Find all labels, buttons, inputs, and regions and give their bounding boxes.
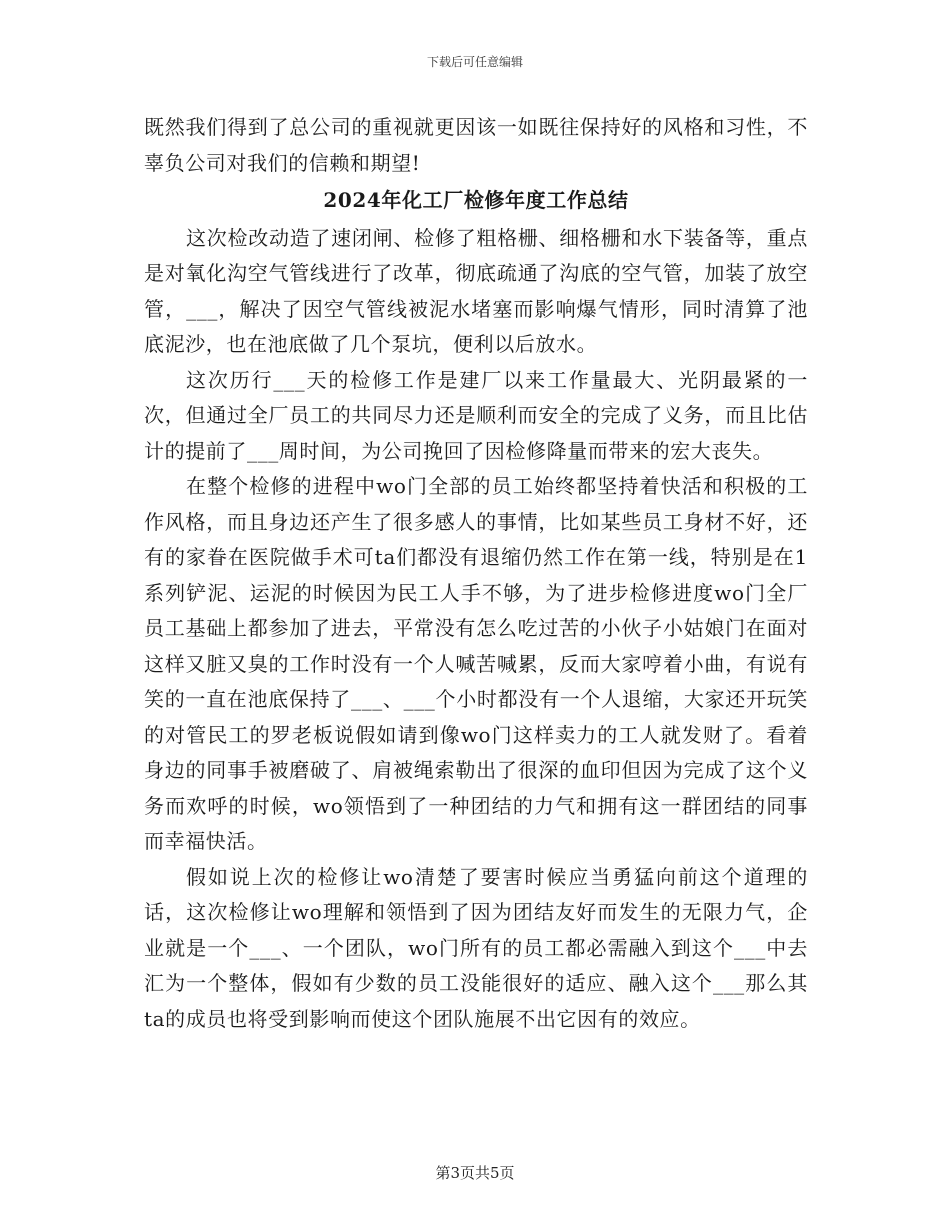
body-paragraph: 假如说上次的检修让wo清楚了要害时候应当勇猛向前这个道理的话，这次检修让wo理解和领悟到了因为团结友好而发生的无限力气，企业就是一个___、一个团队，wo门所有的员工都必需融入到这个___中去汇为一个整体，假如有少数的员工没能很好的适应、融入这个___那么其ta的成员也将受到影响而使这个团队施展不出它因有的效应。 <box>144 864 809 1031</box>
header-note: 下载后可任意编辑 <box>426 55 523 69</box>
lead-paragraph: 既然我们得到了总公司的重视就更因该一如既往保持好的风格和习性，不辜负公司对我们的信赖和期望! <box>144 115 808 175</box>
document-body <box>144 110 808 1037</box>
body-paragraph: 这次历行___天的检修工作是建厂以来工作量最大、光阴最紧的一次，但通过全厂员工的共同尽力还是顺利而安全的完成了义务，而且比估计的提前了___周时间，为公司挽回了因检修降量而带来的宏大丧失。 <box>144 367 808 463</box>
body-paragraph: 在整个检修的进程中wo门全部的员工始终都坚持着快活和积极的工作风格，而且身边还产生了很多感人的事情，比如某些员工身材不好，还有的家眷在医院做手术可ta们都没有退缩仍然工作在第一线，特别是在1系列铲泥、运泥的时候因为民工人手不够，为了进步检修进度wo门全厂员工基础上都参加了进去，平常没有怎么吃过苦的小伙子小姑娘门在面对这样又脏又臭的工作时没有一个人喊苦喊累，反而大家哼着小曲，有说有笑的一直在池底保持了___、___个小时都没有一个人退缩，大家还开玩笑的对管民工的罗老板说假如请到像wo门这样卖力的工人就发财了。看着身边的同事手被磨破了、肩被绳索勒出了很深的血印但因为完成了这个义务而欢呼的时候，wo领悟到了一种团结的力气和拥有这一群团结的同事而幸福快活。 <box>144 474 809 853</box>
body-paragraph: 这次检改动造了速闭闸、检修了粗格栅、细格栅和水下装备等，重点是对氧化沟空气管线进行了改革，彻底疏通了沟底的空气管，加装了放空管，___，解决了因空气管线被泥水堵塞而影响爆气情形，同时清算了池底泥沙，也在池底做了几个泵坑，便利以后放水。 <box>144 225 808 356</box>
document-title: 2024年化工厂检修年度工作总结 <box>323 188 629 212</box>
page-indicator: 第3页共5页 <box>435 1164 515 1182</box>
